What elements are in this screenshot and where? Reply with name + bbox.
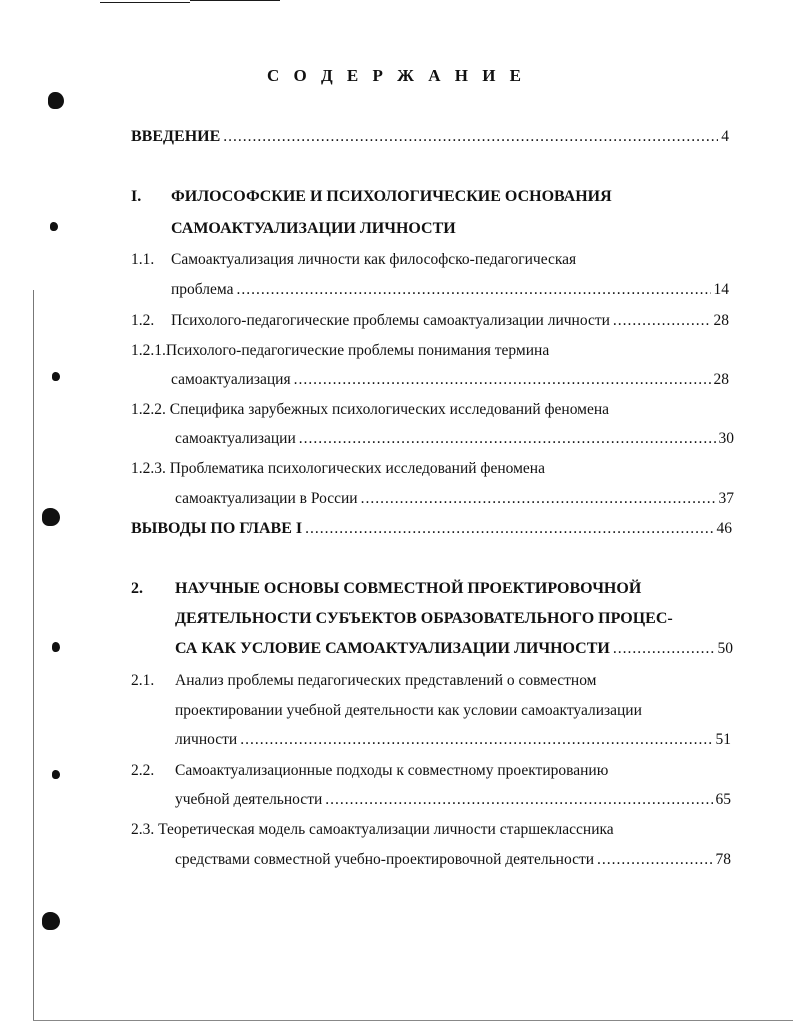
dot-leader (613, 640, 715, 658)
section-title-line: Анализ проблемы педагогических представлений о совместном (175, 672, 597, 689)
dot-leader (305, 520, 713, 538)
section-title-line: 2.3. Теоретическая модель самоактуализации личности старшеклассника (131, 821, 614, 838)
scan-left-edge (33, 290, 34, 1020)
scan-top-line (190, 0, 280, 1)
scan-top-line (100, 2, 190, 3)
toc-entry-1-2-2 (175, 430, 734, 448)
toc-entry-chapter-2 (175, 640, 733, 658)
punch-hole-mark (52, 770, 60, 779)
chapter-title-line: СА КАК УСЛОВИЕ САМОАКТУАЛИЗАЦИИ ЛИЧНОСТИ (175, 640, 610, 657)
page-title: С О Д Е Р Ж А Н И Е (266, 66, 527, 85)
dot-leader (299, 430, 716, 448)
toc-entry-2-3 (175, 851, 731, 869)
chapter-title-line: САМОАКТУАЛИЗАЦИИ ЛИЧНОСТИ (171, 220, 456, 237)
section-title-line: 1.2.1.Психолого-педагогические проблемы понимания термина (131, 342, 550, 359)
toc-entry-label: личности (175, 731, 238, 748)
section-number: 1.1. (131, 251, 155, 268)
section-number: 1.2. (131, 312, 155, 329)
toc-page-number: 30 (718, 430, 734, 447)
section-title-line: Самоактуализационные подходы к совместному проектированию (175, 762, 609, 779)
toc-entry-label: самоактуализации в России (175, 490, 358, 507)
toc-entry-2-2 (175, 791, 731, 809)
toc-page-number: 78 (715, 851, 731, 868)
dot-leader (223, 128, 718, 146)
dot-leader (613, 312, 711, 330)
dot-leader (361, 490, 716, 508)
dot-leader (294, 371, 711, 389)
toc-page-number: 4 (721, 128, 729, 145)
toc-entry-2-1 (175, 731, 731, 749)
toc-entry-label: самоактуализации (175, 430, 296, 447)
toc-entry-label: учебной деятельности (175, 791, 323, 808)
section-title-line: 1.2.3. Проблематика психологических исследований феномена (131, 460, 545, 477)
toc-page-number: 46 (716, 520, 732, 537)
toc-page-number: 37 (718, 490, 734, 507)
punch-hole-mark (42, 912, 60, 930)
section-title-line: Самоактуализация личности как философско-педагогическая (171, 251, 577, 268)
toc-entry-label: Психолого-педагогические проблемы самоактуализации личности (171, 312, 610, 329)
chapter-title-line: НАУЧНЫЕ ОСНОВЫ СОВМЕСТНОЙ ПРОЕКТИРОВОЧНОЙ (175, 580, 642, 597)
scan-bottom-line (33, 1020, 793, 1021)
chapter-title-line: ДЕЯТЕЛЬНОСТИ СУБЪЕКТОВ ОБРАЗОВАТЕЛЬНОГО ПРОЦЕС- (175, 610, 673, 627)
toc-page-number: 65 (715, 791, 731, 808)
section-number: 2.1. (131, 672, 155, 689)
dot-leader (237, 281, 711, 299)
toc-page-number: 28 (713, 312, 729, 329)
punch-hole-mark (42, 508, 60, 526)
toc-page-number: 50 (717, 640, 733, 657)
toc-page-number: 28 (713, 371, 729, 388)
chapter-title-line: ФИЛОСОФСКИЕ И ПСИХОЛОГИЧЕСКИЕ ОСНОВАНИЯ (171, 188, 612, 205)
dot-leader (597, 851, 712, 869)
toc-entry-1-2 (131, 312, 729, 330)
toc-entry-conclusions-1 (131, 520, 732, 538)
toc-entry-1-2-3 (175, 490, 734, 508)
toc-entry-label: проблема (171, 281, 234, 298)
dot-leader (325, 791, 712, 809)
section-number: 2.2. (131, 762, 155, 779)
punch-hole-mark (50, 222, 58, 231)
toc-entry-1-1 (171, 281, 729, 299)
toc-entry-label: ВВЕДЕНИЕ (131, 128, 221, 145)
toc-entry-intro (131, 128, 729, 146)
toc-entry-label: самоактуализация (171, 371, 291, 388)
punch-hole-mark (48, 92, 64, 109)
section-title-line: 1.2.2. Специфика зарубежных психологических исследований феномена (131, 401, 610, 418)
toc-entry-label: ВЫВОДЫ ПО ГЛАВЕ I (131, 520, 303, 537)
punch-hole-mark (52, 372, 60, 381)
chapter-number: I. (131, 188, 142, 205)
toc-entry-1-2-1 (171, 371, 729, 389)
toc-page-number: 14 (713, 281, 729, 298)
toc-page-number: 51 (715, 731, 731, 748)
chapter-number: 2. (131, 580, 143, 597)
section-title-line: проектировании учебной деятельности как условии самоактуализации (175, 702, 642, 719)
dot-leader (240, 731, 712, 749)
punch-hole-mark (52, 642, 60, 652)
toc-entry-label: средствами совместной учебно-проектировочной деятельности (175, 851, 595, 868)
